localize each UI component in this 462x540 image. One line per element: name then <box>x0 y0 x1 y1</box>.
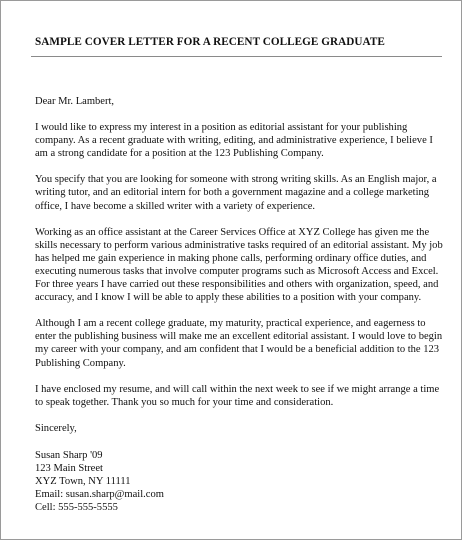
signature-email: Email: susan.sharp@mail.com <box>35 489 164 501</box>
paragraph-follow-up <box>35 383 440 409</box>
paragraph-line: am a strong candidate for a position at the 123 Publishing Company. <box>35 148 324 160</box>
paragraph-office-experience <box>35 226 443 305</box>
paragraph-line: I would like to express my interest in a position as editorial assistant for your publishing <box>35 122 408 134</box>
paragraph-line: I have enclosed my resume, and will call within the next week to see if we might arrange a time <box>35 383 440 395</box>
paragraph-line: enter the publishing business will make me an excellent editorial assistant. I would love to begin <box>35 331 443 343</box>
paragraph-line: writing tutor, and an editorial intern for both a government magazine and a college marketing <box>35 187 430 199</box>
signature-cell: Cell: 555-555-5555 <box>35 502 118 514</box>
letter-body <box>35 95 443 514</box>
paragraph-line: executing numerous tasks that involve computer programs such as Microsoft Access and Excel. <box>35 265 439 277</box>
paragraph-line: For three years I have carried out these responsibilities and others with organization, speed, and <box>35 279 439 291</box>
paragraph-line: Although I am a recent college graduate, my maturity, practical experience, and eagerness to <box>35 318 426 330</box>
paragraph-line: skills necessary to perform various administrative tasks required of an editorial assistant. My job <box>35 239 443 251</box>
paragraph-line: my career with your company, and am confident that I would be a beneficial addition to the 123 <box>35 344 440 356</box>
title-divider <box>31 56 442 57</box>
paragraph-line: Working as an office assistant at the Career Services Office at XYZ College has given me the <box>35 226 430 238</box>
signature-street: 123 Main Street <box>35 462 103 474</box>
paragraph-line: Publishing Company. <box>35 357 126 369</box>
paragraph-line: accuracy, and I know I will be able to apply these abilities to a position with your company. <box>35 292 422 304</box>
salutation: Dear Mr. Lambert, <box>35 96 115 107</box>
paragraph-writing-skills <box>35 173 435 212</box>
signature-city: XYZ Town, NY 11111 <box>35 476 131 488</box>
paragraph-qualifications <box>35 317 443 369</box>
closing: Sincerely, <box>35 422 77 434</box>
paragraph-line: You specify that you are looking for someone with strong writing skills. As an English major, a <box>35 174 437 186</box>
paragraph-interest <box>35 121 435 160</box>
signature-block <box>35 449 435 514</box>
paragraph-line: company. As a recent graduate with writing, editing, and administrative experience, I believe I <box>35 135 433 147</box>
document-title: SAMPLE COVER LETTER FOR A RECENT COLLEGE GRADUATE <box>35 36 385 48</box>
signature-name: Susan Sharp '09 <box>35 449 103 461</box>
paragraph-line: office, I have become a skilled writer with a variety of experience. <box>35 200 316 212</box>
paragraph-line: to speak together. Thank you so much for your time and consideration. <box>35 396 334 408</box>
paragraph-line: has helped me gain experience in making phone calls, performing ordinary office duties, and <box>35 252 427 264</box>
